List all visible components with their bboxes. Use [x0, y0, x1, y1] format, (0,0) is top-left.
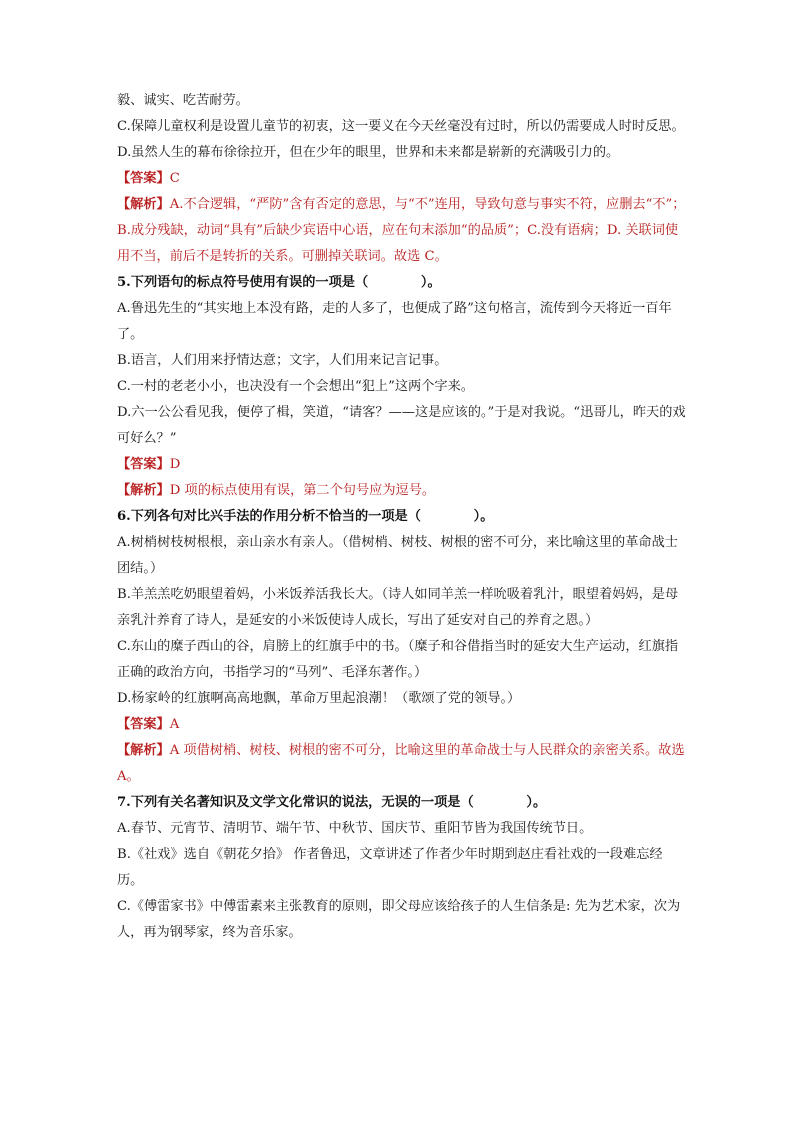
q6-answer	[117, 712, 687, 738]
question-5: 5.下列语句的标点符号使用有误的一项是（ ）。	[117, 275, 441, 290]
analysis-tag: 【解析】	[117, 743, 170, 758]
q5-option-b: B.语言，人们用来抒情达意；文字，人们用来记言记事。	[117, 353, 448, 368]
q6-option-d: D.杨家岭的红旗啊高高地飘，革命万里起浪潮！（歌颂了党的领导。）	[117, 691, 521, 706]
answer-tag: 【答案】	[117, 171, 170, 186]
q4-option-d: D.虽然人生的幕布徐徐拉开，但在少年的眼里，世界和未来都是崭新的充满吸引力的。	[117, 145, 620, 160]
q4-option-c: C.保障儿童权利是设置儿童节的初衷，这一要义在今天丝毫没有过时，所以仍需要成人时时反思。	[117, 119, 685, 134]
document-page	[117, 88, 687, 946]
q5-answer	[117, 452, 687, 478]
q6-option-b: B.羊羔羔吃奶眼望着妈，小米饭养活我长大。（诗人如同羊羔一样吮吸着乳汁，眼望着妈妈，是母亲乳汁养育了诗人，是延安的小米饭使诗人成长，写出了延安对自己的养育之恩。）	[117, 587, 679, 628]
q5-option-d: D.六一公公看见我，便停了楫，笑道，“请客？——这是应该的。”于是对我说。“迅哥儿，昨天的戏可好么？”	[117, 405, 686, 446]
answer-value: D	[169, 457, 181, 472]
q6-option-a: A.树梢树枝树根根，亲山亲水有亲人。（借树梢、树枝、树根的密不可分，来比喻这里的革命战士团结。）	[117, 535, 678, 576]
answer-tag: 【答案】	[117, 457, 170, 472]
analysis-tag: 【解析】	[117, 197, 170, 212]
q7-option-a: A.春节、元宵节、清明节、端午节、中秋节、国庆节、重阳节皆为我国传统节日。	[117, 821, 593, 836]
q5-option-c: C.一村的老老小小，也决没有一个会想出“犯上”这两个字来。	[117, 379, 474, 394]
question-6: 6.下列各句对比兴手法的作用分析不恰当的一项是（ ）。	[117, 509, 494, 524]
analysis-tag: 【解析】	[117, 483, 170, 498]
answer-tag: 【答案】	[117, 717, 170, 732]
q6-option-c: C.东山的糜子西山的谷，肩膀上的红旗手中的书。（糜子和谷借指当时的延安大生产运动，红旗指正确的政治方向，书指学习的“马列”、毛泽东著作。）	[117, 639, 679, 680]
answer-value: C	[169, 171, 180, 186]
analysis-text: A.不合逻辑，“严防”含有否定的意思，与“不”连用，导致句意与事实不符，应删去“不”；B.成分残缺，动词“具有”后缺少宾语中心语，应在句末添加“的品质”；C.没有语病；D. 关联词使用不当，前后不是转折的关系。可删掉关联词。故选 C。	[117, 197, 686, 264]
q4-analysis	[117, 192, 687, 270]
q6-analysis	[117, 738, 687, 790]
q7-option-c: C.《傅雷家书》中傅雷素来主张教育的原则，即父母应该给孩子的人生信条是: 先为艺术家，次为人，再为钢琴家，终为音乐家。	[117, 899, 681, 940]
q4-answer	[117, 166, 687, 192]
q7-option-b: B.《社戏》选自《朝花夕拾》 作者鲁迅，文章讲述了作者少年时期到赵庄看社戏的一段难忘经历。	[117, 847, 663, 888]
analysis-text: D 项的标点使用有误，第二个句号应为逗号。	[169, 483, 436, 498]
question-7: 7.下列有关名著知识及文学文化常识的说法，无误的一项是（ ）。	[117, 795, 547, 810]
answer-value: A	[169, 717, 180, 732]
q5-analysis	[117, 478, 687, 504]
option-b-continuation: 毅、诚实、吃苦耐劳。	[117, 93, 249, 108]
q5-option-a: A.鲁迅先生的“其实地上本没有路，走的人多了，也便成了路”这句格言，流传到今天将近一百年了。	[117, 301, 672, 342]
analysis-text: A 项借树梢、树枝、树根的密不可分，比喻这里的革命战士与人民群众的亲密关系。故选 A。	[117, 743, 685, 784]
